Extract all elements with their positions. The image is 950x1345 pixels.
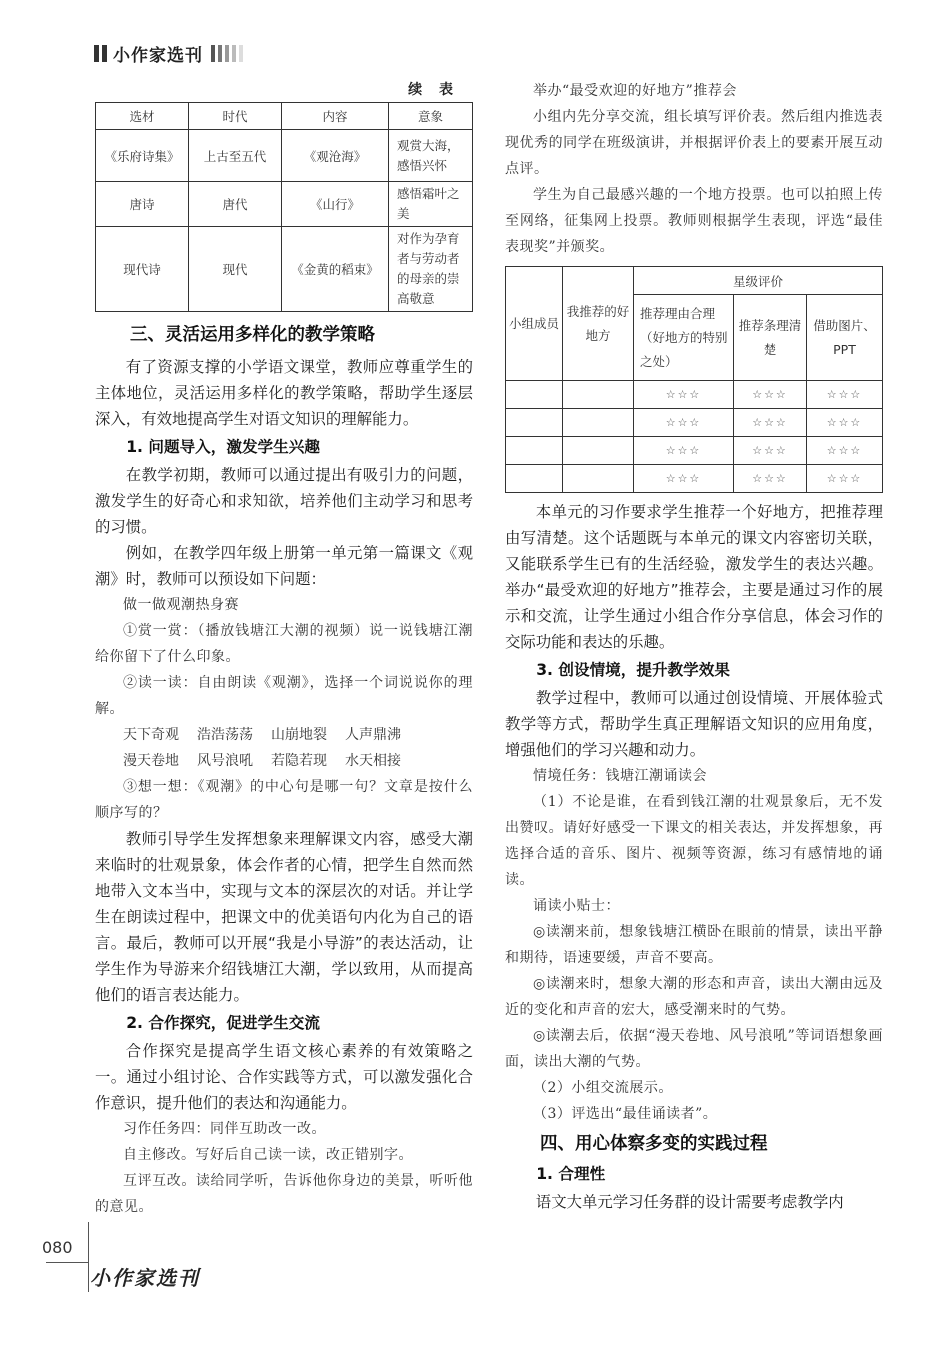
- table-cell: [563, 437, 634, 465]
- section-3-title: 三、灵活运用多样化的教学策略: [130, 325, 375, 345]
- star-rating: ☆☆☆: [734, 381, 807, 409]
- table-header-cell: 推荐理由合理（好地方的特别之处）: [634, 295, 734, 381]
- table-cell: [563, 409, 634, 437]
- paragraph: 有了资源支撑的小学语文课堂，教师应尊重学生的主体地位，灵活运用多样化的教学策略，帮助学生逐层深入，有效地提高学生对语文知识的理解能力。: [95, 358, 473, 428]
- word: 若隐若现: [271, 753, 327, 769]
- star-rating: ☆☆☆: [634, 381, 734, 409]
- footer-divider: [88, 1222, 89, 1292]
- table-cell: [563, 465, 634, 493]
- activity-text: 举办“最受欢迎的好地方”推荐会: [533, 83, 737, 99]
- activity-text: ③想一想：《观潮》的中心句是哪一句？文章是按什么顺序写的？: [95, 779, 473, 821]
- star-rating: ☆☆☆: [634, 409, 734, 437]
- activity-text: ◎读潮去后，依据“漫天卷地、风号浪吼”等词语想象画面，读出大潮的气势。: [505, 1028, 883, 1070]
- star-rating: ☆☆☆: [807, 465, 883, 493]
- paragraph: 例如，在教学四年级上册第一单元第一篇课文《观潮》时，教师可以预设如下问题：: [95, 544, 473, 588]
- star-rating: ☆☆☆: [734, 409, 807, 437]
- word: 天下奇观: [123, 727, 179, 743]
- table-caption: 续 表: [408, 82, 459, 98]
- table-cell: 《观沧海》: [282, 130, 389, 182]
- star-rating: ☆☆☆: [634, 437, 734, 465]
- material-table: [95, 102, 473, 312]
- table-row: [506, 409, 883, 437]
- table-header-cell: 借助图片、PPT: [807, 295, 883, 381]
- paragraph: 教师引导学生发挥想象来理解课文内容，感受大潮来临时的壮观景象，体会作者的心情，把学生自然而然地带入文本当中，实现与文本的深层次的对话。并让学生在朗读过程中，把课文中的优美语句内化为自己的语言。最后，教师可以开展“我是小导游”的表达活动，让学生作为导游来介绍钱塘江大潮，学以致用，从而提高他们的语言表达能力。: [95, 830, 473, 1004]
- table-row: [506, 381, 883, 409]
- subsection-4-title: 1. 合理性: [536, 1165, 606, 1183]
- table-header-cell: 内容: [282, 103, 389, 130]
- star-rating: ☆☆☆: [734, 437, 807, 465]
- star-rating: ☆☆☆: [807, 409, 883, 437]
- header-bars-icon: [94, 45, 107, 62]
- page-number: 080: [42, 1238, 73, 1257]
- table-cell: 感悟霜叶之美: [389, 182, 473, 227]
- activity-text: 学生为自己最感兴趣的一个地方投票。也可以拍照上传至网络，征集网上投票。教师则根据学生表现，评选“最佳表现奖”并颁奖。: [505, 187, 883, 255]
- table-cell: 上古至五代: [189, 130, 282, 182]
- table-cell: 唐诗: [96, 182, 189, 227]
- activity-text: 小组内先分享交流，组长填写评价表。然后组内推选表现优秀的同学在班级演讲，并根据评价表上的要素开展互动点评。: [505, 109, 883, 177]
- table-row: [506, 437, 883, 465]
- header-title: 小作家选刊: [113, 45, 203, 66]
- paragraph: 语文大单元学习任务群的设计需要考虑教学内: [535, 1193, 844, 1211]
- star-rating: ☆☆☆: [807, 381, 883, 409]
- activity-text: 互评互改。读给同学听，告诉他你身边的美景，听听他的意见。: [95, 1173, 473, 1215]
- table-header-cell: 时代: [189, 103, 282, 130]
- table-cell: [506, 465, 563, 493]
- activity-text: ◎读潮来前，想象钱塘江横卧在眼前的情景，读出平静和期待，语速要缓，声音不要高。: [505, 924, 883, 966]
- activity-text: ①赏一赏：（播放钱塘江大潮的视频）说一说钱塘江潮给你留下了什么印象。: [95, 623, 473, 665]
- table-cell: [563, 381, 634, 409]
- evaluation-table: [505, 266, 883, 493]
- table-header-row: [506, 267, 883, 295]
- table-header-cell: 星级评价: [634, 267, 883, 295]
- header-fade-bars-icon: [211, 45, 243, 62]
- activity-text: （3）评选出“最佳诵读者”。: [533, 1106, 718, 1122]
- table-header-row: [96, 103, 473, 130]
- table-header-cell: 意象: [389, 103, 473, 130]
- word: 人声鼎沸: [345, 727, 401, 743]
- right-column: [505, 78, 883, 1215]
- star-rating: ☆☆☆: [807, 437, 883, 465]
- table-cell: 对作为孕育者与劳动者的母亲的崇高敬意: [389, 227, 473, 312]
- activity-text: 诵读小贴士：: [533, 898, 620, 914]
- table-cell: 《金黄的稻束》: [282, 227, 389, 312]
- table-header-cell: 推荐条理清楚: [734, 295, 807, 381]
- activity-text: 做一做观潮热身赛: [123, 597, 239, 613]
- activity-text: 自主修改。写好后自己读一读，改正错别字。: [123, 1147, 413, 1163]
- activity-text: ◎读潮来时，想象大潮的形态和声音，读出大潮由远及近的变化和声音的宏大，感受潮来时的气势。: [505, 976, 883, 1018]
- footer-rule: [46, 1262, 88, 1263]
- table-row: [96, 227, 473, 312]
- word-list-row: [95, 748, 473, 774]
- activity-text: 习作任务四：同伴互助改一改。: [123, 1121, 326, 1137]
- table-row: [96, 182, 473, 227]
- star-rating: ☆☆☆: [634, 465, 734, 493]
- table-cell: 唐代: [189, 182, 282, 227]
- word: 漫天卷地: [123, 753, 179, 769]
- subsection-2-title: 2. 合作探究，促进学生交流: [126, 1014, 320, 1032]
- table-cell: [506, 409, 563, 437]
- activity-text: ②读一读：自由朗读《观潮》，选择一个词说说你的理解。: [95, 675, 473, 717]
- left-column: [95, 78, 473, 1220]
- table-cell: 现代诗: [96, 227, 189, 312]
- activity-text: （2）小组交流展示。: [533, 1080, 673, 1096]
- table-header-cell: 选材: [96, 103, 189, 130]
- table-row: [506, 465, 883, 493]
- word-list-row: [95, 722, 473, 748]
- word: 山崩地裂: [271, 727, 327, 743]
- paragraph: 本单元的习作要求学生推荐一个好地方，把推荐理由写清楚。这个话题既与本单元的课文内容密切关联，又能联系学生已有的生活经验，激发学生的表达兴趣。举办“最受欢迎的好地方”推荐会，主要是通过习作的展示和交流，让学生通过小组合作分享信息，体会习作的交际功能和表达的乐趣。: [505, 503, 883, 651]
- table-cell: 《乐府诗集》: [96, 130, 189, 182]
- page-header: [94, 40, 243, 66]
- table-row: [96, 130, 473, 182]
- table-cell: [506, 437, 563, 465]
- paragraph: 教学过程中，教师可以通过创设情境、开展体验式教学等方式，帮助学生真正理解语文知识的应用角度，增强他们的学习兴趣和动力。: [505, 689, 883, 759]
- table-cell: 观赏大海，感悟兴怀: [389, 130, 473, 182]
- table-cell: 现代: [189, 227, 282, 312]
- activity-text: 情境任务：钱塘江潮诵读会: [533, 768, 707, 784]
- table-cell: [506, 381, 563, 409]
- word: 浩浩荡荡: [197, 727, 253, 743]
- paragraph: 在教学初期，教师可以通过提出有吸引力的问题，激发学生的好奇心和求知欲，培养他们主动学习和思考的习惯。: [95, 466, 473, 536]
- activity-text: （1）不论是谁，在看到钱江潮的壮观景象后，无不发出赞叹。请好好感受一下课文的相关表达，并发挥想象，再选择合适的音乐、图片、视频等资源，练习有感情地的诵读。: [505, 794, 883, 888]
- word: 风号浪吼: [197, 753, 253, 769]
- footer-logo: 小作家选刊: [90, 1266, 200, 1290]
- word: 水天相接: [345, 753, 401, 769]
- table-cell: 《山行》: [282, 182, 389, 227]
- subsection-3-title: 3. 创设情境，提升教学效果: [536, 661, 730, 679]
- subsection-1-title: 1. 问题导入，激发学生兴趣: [126, 438, 320, 456]
- star-rating: ☆☆☆: [734, 465, 807, 493]
- table-header-cell: 我推荐的好地方: [563, 267, 634, 381]
- section-4-title: 四、用心体察多变的实践过程: [540, 1134, 768, 1154]
- paragraph: 合作探究是提高学生语文核心素养的有效策略之一。通过小组讨论、合作实践等方式，可以激发强化合作意识，提升他们的表达和沟通能力。: [95, 1042, 473, 1112]
- table-header-cell: 小组成员: [506, 267, 563, 381]
